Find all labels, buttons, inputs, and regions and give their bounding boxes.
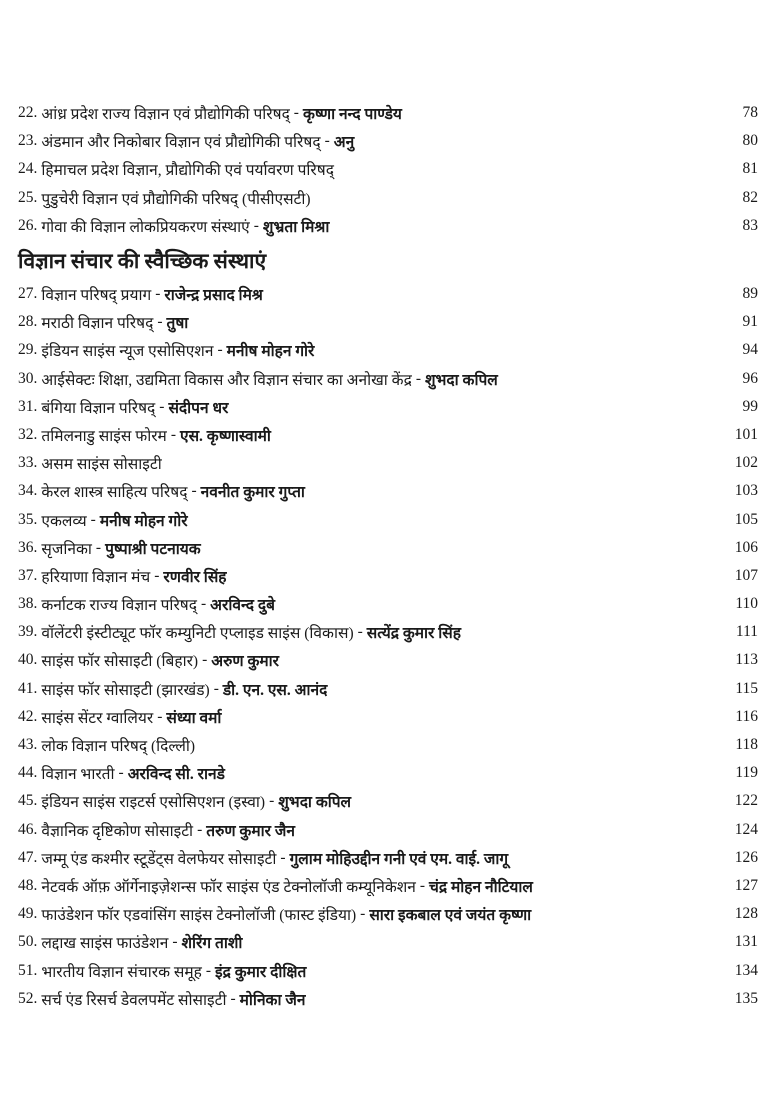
toc-entry [18, 421, 758, 449]
toc-entry [18, 731, 758, 759]
entry-number: 31. [18, 397, 38, 415]
entry-page-number: 101 [734, 425, 758, 443]
toc-entry [18, 393, 758, 421]
toc-entry [18, 956, 758, 984]
entry-number: 27. [18, 285, 38, 303]
toc-entry [18, 844, 758, 872]
entry-title: असम साइंस सोसाइटी [41, 456, 162, 474]
entry-number: 52. [18, 989, 38, 1007]
entry-author: अनु [333, 134, 355, 152]
entry-author: अरुण कुमार [211, 653, 279, 671]
section-heading: विज्ञान संचार की स्वैच्छिक संस्थाएं [18, 248, 267, 273]
entry-title: नेटवर्क ऑफ़ ऑर्गेनाइज़ेशन्स फॉर साइंस एंड टेक्नोलॉजी कम्यूनिकेशन [41, 878, 416, 896]
entry-author: तुषा [166, 315, 189, 333]
entry-separator: - [200, 595, 207, 613]
entry-separator: - [230, 989, 236, 1007]
entry-title: सृजनिका [41, 540, 92, 558]
entry-author: तरुण कुमार जैन [206, 822, 295, 840]
entry-author: चंद्र मोहन नौटियाल [429, 878, 533, 896]
entry-separator: - [197, 820, 203, 838]
entry-number: 40. [18, 651, 38, 669]
entry-separator: - [253, 216, 259, 234]
entry-title: विज्ञान परिषद् प्रयाग [41, 287, 152, 305]
entry-number: 35. [18, 510, 38, 528]
entry-separator: - [172, 933, 178, 951]
entry-title: जम्मू एंड कश्मीर स्टूडेंट्स वेलफेयर सोसाइटी [41, 850, 277, 868]
entry-number: 39. [18, 623, 38, 641]
entry-page-number: 122 [734, 792, 758, 810]
toc-entry [18, 212, 758, 240]
entry-title: मराठी विज्ञान परिषद् [41, 315, 154, 333]
entry-title: वॉलेंटरी इंस्टीट्यूट फॉर कम्युनिटी एप्लाइड साइंस (विकास) [41, 625, 354, 643]
entry-author: कृष्णा नन्द पाण्डेय [302, 106, 402, 124]
toc-section-2 [18, 280, 758, 1013]
entry-separator: - [154, 566, 160, 584]
entry-author: मनीष मोहन गोरे [99, 512, 188, 530]
entry-separator: - [357, 623, 363, 641]
entry-number: 51. [18, 961, 38, 979]
entry-page-number: 107 [734, 566, 758, 584]
entry-title: साइंस फॉर सोसाइटी (झारखंड) [41, 681, 210, 699]
entry-number: 25. [18, 188, 38, 206]
entry-page-number: 78 [742, 104, 758, 122]
entry-page-number: 80 [742, 132, 758, 150]
entry-separator: - [157, 313, 163, 331]
entry-title: केरल शास्त्र साहित्य परिषद् [41, 484, 188, 502]
entry-author: अरविन्द सी. रानडे [127, 766, 225, 784]
entry-page-number: 131 [734, 933, 758, 951]
entry-title: हिमाचल प्रदेश विज्ञान, प्रौद्योगिकी एवं पर्यावरण परिषद् [41, 162, 334, 180]
toc-entry [18, 646, 758, 674]
toc-section-1 [18, 99, 758, 240]
toc-entry [18, 449, 758, 477]
entry-page-number: 135 [734, 989, 758, 1007]
entry-number: 33. [18, 454, 38, 472]
toc-entry [18, 675, 758, 703]
entry-separator: - [90, 510, 96, 528]
entry-author: राजेन्द्र प्रसाद मिश्र [164, 287, 263, 305]
entry-number: 48. [18, 876, 38, 894]
toc-entry [18, 562, 758, 590]
entry-author: शेरिंग ताशी [181, 935, 243, 953]
toc-entry [18, 127, 758, 155]
entry-separator: - [157, 707, 163, 725]
entry-number: 30. [18, 369, 38, 387]
entry-separator: - [205, 961, 212, 979]
entry-number: 44. [18, 764, 38, 782]
toc-entry [18, 872, 758, 900]
entry-page-number: 103 [734, 482, 758, 500]
entry-page-number: 83 [742, 216, 758, 234]
entry-author: इंद्र कुमार दीक्षित [215, 963, 307, 981]
toc-entry [18, 505, 758, 533]
toc-entry [18, 759, 758, 787]
entry-author: संध्या वर्मा [166, 709, 222, 727]
entry-number: 49. [18, 905, 38, 923]
entry-author: मनीष मोहन गोरे [226, 343, 315, 361]
entry-author: शुभदा कपिल [424, 371, 498, 389]
entry-title: लद्दाख साइंस फाउंडेशन [41, 935, 169, 953]
entry-number: 45. [18, 792, 38, 810]
entry-author: शुभ्रता मिश्रा [262, 218, 330, 236]
entry-title: पुडुचेरी विज्ञान एवं प्रौद्योगिकी परिषद् (पीसीएसटी) [41, 190, 311, 208]
entry-separator: - [269, 792, 275, 810]
entry-page-number: 102 [734, 454, 758, 472]
entry-author: सारा इकबाल एवं जयंत कृष्णा [369, 907, 532, 925]
entry-page-number: 118 [735, 736, 758, 754]
entry-title: गोवा की विज्ञान लोकप्रियकरण संस्थाएं [41, 218, 250, 236]
entry-number: 38. [18, 595, 38, 613]
entry-page-number: 82 [742, 188, 758, 206]
entry-number: 26. [18, 216, 38, 234]
entry-number: 37. [18, 566, 38, 584]
entry-title: साइंस फॉर सोसाइटी (बिहार) [41, 653, 199, 671]
entry-number: 43. [18, 736, 38, 754]
entry-separator: - [293, 104, 299, 122]
entry-title: इंडियन साइंस राइटर्स एसोसिएशन (इस्वा) [41, 794, 266, 812]
entry-number: 32. [18, 425, 38, 443]
toc-entry [18, 365, 758, 393]
entry-title: आंध्र प्रदेश राज्य विज्ञान एवं प्रौद्योगिकी परिषद् [41, 106, 290, 124]
toc-entry [18, 155, 758, 183]
entry-author: सत्येंद्र कुमार सिंह [366, 625, 461, 643]
table-of-contents [18, 99, 758, 1013]
toc-entry [18, 477, 758, 505]
entry-number: 22. [18, 104, 38, 122]
entry-page-number: 115 [735, 679, 758, 697]
entry-page-number: 105 [734, 510, 758, 528]
toc-entry [18, 816, 758, 844]
entry-title: इंडियन साइंस न्यूज एसोसिएशन [41, 343, 214, 361]
entry-separator: - [95, 538, 102, 556]
entry-title: आईसेक्टः शिक्षा, उद्यमिता विकास और विज्ञान संचार का अनोखा केंद्र [41, 371, 412, 389]
entry-page-number: 94 [742, 341, 758, 359]
entry-number: 41. [18, 679, 38, 697]
entry-title: कर्नाटक राज्य विज्ञान परिषद् [41, 597, 197, 615]
entry-separator: - [360, 905, 366, 923]
entry-author: गुलाम मोहिउद्दीन गनी एवं एम. वाई. जागू [289, 850, 509, 868]
entry-page-number: 106 [734, 538, 758, 556]
toc-entry [18, 590, 758, 618]
entry-title: वैज्ञानिक दृष्टिकोण सोसाइटी [41, 822, 194, 840]
entry-separator: - [280, 848, 286, 866]
entry-author: रणवीर सिंह [163, 568, 227, 586]
entry-author: मोनिका जैन [239, 991, 306, 1009]
entry-number: 36. [18, 538, 38, 556]
entry-page-number: 110 [735, 595, 758, 613]
entry-number: 28. [18, 313, 38, 331]
entry-title: बंगिया विज्ञान परिषद् [41, 399, 156, 417]
entry-number: 47. [18, 848, 38, 866]
entry-number: 29. [18, 341, 38, 359]
toc-entry [18, 618, 758, 646]
toc-entry [18, 280, 758, 308]
entry-page-number: 119 [735, 764, 758, 782]
toc-entry [18, 928, 758, 956]
entry-title: विज्ञान भारती [41, 766, 115, 784]
entry-separator: - [155, 285, 161, 303]
entry-number: 46. [18, 820, 38, 838]
toc-entry [18, 985, 758, 1013]
toc-entry [18, 184, 758, 212]
entry-title: हरियाणा विज्ञान मंच [41, 568, 151, 586]
toc-entry [18, 308, 758, 336]
entry-page-number: 89 [742, 285, 758, 303]
entry-title: एकलव्य [41, 512, 87, 530]
entry-separator: - [415, 369, 421, 387]
toc-entry [18, 703, 758, 731]
entry-page-number: 91 [742, 313, 758, 331]
entry-number: 34. [18, 482, 38, 500]
entry-separator: - [118, 764, 124, 782]
entry-title: भारतीय विज्ञान संचारक समूह [41, 963, 202, 981]
entry-number: 24. [18, 160, 38, 178]
entry-author: नवनीत कुमार गुप्ता [200, 484, 305, 502]
entry-author: अरविन्द दुबे [210, 597, 275, 615]
entry-separator: - [202, 651, 208, 669]
entry-separator: - [159, 397, 165, 415]
toc-entry [18, 336, 758, 364]
entry-page-number: 99 [742, 397, 758, 415]
entry-number: 42. [18, 707, 38, 725]
entry-number: 23. [18, 132, 38, 150]
entry-title: लोक विज्ञान परिषद् (दिल्ली) [41, 738, 196, 756]
entry-page-number: 127 [734, 876, 758, 894]
toc-entry [18, 787, 758, 815]
entry-title: तमिलनाडु साइंस फोरम [41, 427, 167, 445]
entry-title: फाउंडेशन फॉर एडवांसिंग साइंस टेक्नोलॉजी (फास्ट इंडिया) [41, 907, 357, 925]
entry-page-number: 111 [735, 623, 758, 641]
entry-author: डी. एन. एस. आनंद [222, 681, 328, 699]
entry-title: अंडमान और निकोबार विज्ञान एवं प्रौद्योगिकी परिषद् [41, 134, 321, 152]
entry-author: शुभदा कपिल [278, 794, 352, 812]
entry-separator: - [217, 341, 223, 359]
entry-page-number: 113 [735, 651, 758, 669]
entry-page-number: 116 [735, 707, 758, 725]
toc-entry [18, 534, 758, 562]
entry-author: संदीपन धर [168, 399, 229, 417]
toc-entry [18, 900, 758, 928]
entry-title: साइंस सेंटर ग्वालियर [41, 709, 154, 727]
entry-number: 50. [18, 933, 38, 951]
entry-title: सर्च एंड रिसर्च डेवलपमेंट सोसाइटी [41, 991, 227, 1009]
entry-author: पुष्पाश्री पटनायक [105, 540, 201, 558]
entry-separator: - [213, 679, 219, 697]
entry-separator: - [191, 482, 197, 500]
toc-entry [18, 99, 758, 127]
entry-separator: - [324, 132, 330, 150]
entry-page-number: 81 [742, 160, 758, 178]
entry-page-number: 128 [734, 905, 758, 923]
entry-page-number: 96 [742, 369, 758, 387]
entry-separator: - [170, 425, 176, 443]
entry-page-number: 126 [734, 848, 758, 866]
entry-page-number: 134 [734, 961, 758, 979]
entry-separator: - [419, 876, 426, 894]
entry-page-number: 124 [734, 820, 758, 838]
entry-author: एस. कृष्णास्वामी [180, 427, 271, 445]
